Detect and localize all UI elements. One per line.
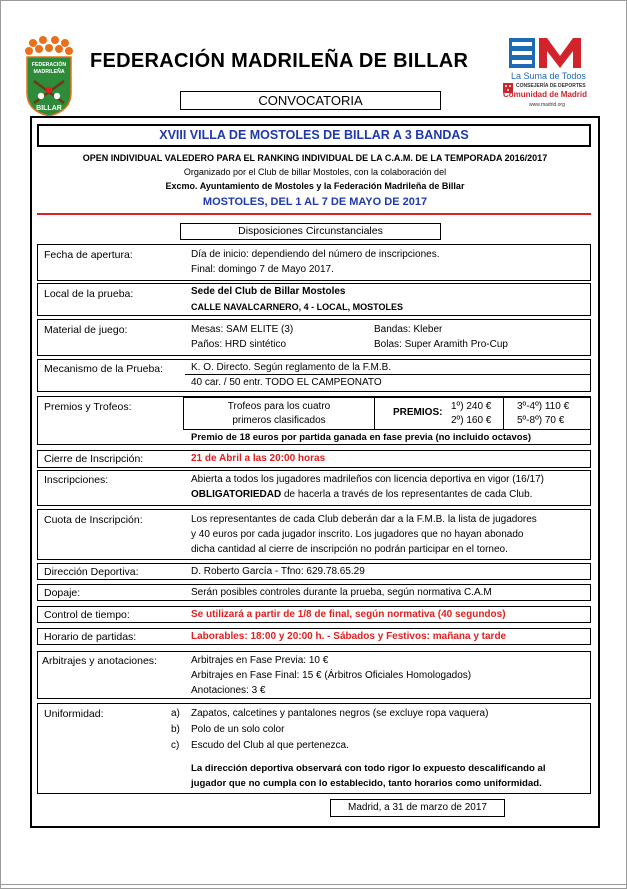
row-premios [37, 396, 591, 445]
red-divider [37, 213, 591, 215]
row-label: Dirección Deportiva: [44, 566, 139, 578]
fmb-logo-text-1: FEDERACIÓN [31, 62, 67, 68]
uniformidad-item-a: Zapatos, calcetines y pantalones negros (se excluye ropa vaquera) [191, 708, 489, 719]
row-value: dicha cantidad al cierre de inscripción no podrán participar en el torneo. [191, 544, 508, 555]
row-uniformidad [37, 703, 591, 794]
premio-3-4: 3º-4º) 110 € [517, 401, 570, 412]
row-mecanismo [37, 359, 591, 392]
material-mesas: Mesas: SAM ELITE (3) [191, 324, 294, 335]
obligatoriedad-text: OBLIGATORIEDAD [191, 489, 282, 500]
material-bandas: Bandas: Kleber [374, 324, 443, 335]
premios-divider [503, 398, 504, 429]
row-label: Dopaje: [44, 587, 81, 599]
premios-cell [374, 397, 591, 430]
row-cierre [37, 450, 591, 468]
fmb-logo-text-2: MADRILEÑA [33, 69, 65, 75]
row-label: Fecha de apertura: [44, 249, 133, 261]
row-value: y 40 euros por cada jugador inscrito. Los jugadores que no hayan abonado [191, 529, 524, 540]
uniformidad-mark-c: c) [171, 740, 180, 751]
row-label: Inscripciones: [44, 474, 109, 486]
row-horario [37, 628, 591, 645]
material-bolas: Bolas: Super Aramith Pro-Cup [374, 339, 508, 350]
convocatoria-box: CONVOCATORIA [180, 91, 441, 110]
row-arbitrajes [37, 651, 591, 699]
row-label: Material de juego: [44, 324, 128, 336]
row-value: Los representantes de cada Club deberán dar a la F.M.B. la lista de jugadores [191, 514, 537, 525]
row-value: 40 car. / 50 entr. TODO EL CAMPEONATO [191, 377, 382, 388]
uniformidad-note-1: La dirección deportiva observará con todo rigor lo expuesto descalificando al [191, 763, 546, 774]
premio-1: 1º) 240 € [451, 401, 492, 412]
row-value: Día de inicio: dependiendo del número de inscripciones. [191, 249, 440, 260]
fmb-logo [24, 35, 74, 117]
uniformidad-item-b: Polo de un solo color [191, 724, 285, 735]
cm-comunidad: Comunidad de Madrid [503, 90, 587, 99]
row-value: Anotaciones: 3 € [191, 685, 266, 696]
uniformidad-note-2: jugador que no cumpla con lo establecido, tanto horarios como uniformidad. [191, 778, 542, 789]
event-dates: MOSTOLES, DEL 1 AL 7 DE MAYO DE 2017 [202, 196, 428, 208]
row-cuota [37, 509, 591, 560]
row-label: Control de tiempo: [44, 609, 130, 621]
row-control-tiempo [37, 606, 591, 623]
footer-date: Madrid, a 31 de marzo de 2017 [330, 799, 505, 817]
premios-label: PREMIOS: [393, 407, 443, 418]
suma-logo-icon [509, 38, 583, 68]
trofeos-cell [183, 397, 375, 430]
row-value: D. Roberto García - Tfno: 629.78.65.29 [191, 566, 365, 577]
row-value: Arbitrajes en Fase Previa: 10 € [191, 655, 329, 666]
row-label: Premios y Trofeos: [44, 401, 132, 413]
row-value: 21 de Abril a las 20:00 horas [191, 453, 326, 464]
trofeos-line-1: Trofeos para los cuatro [227, 401, 331, 412]
organizer-line-1: Organizado por el Club de billar Mostoles, con la colaboración del [183, 167, 447, 177]
disposiciones-box: Disposiciones Circunstanciales [180, 223, 441, 240]
row-label: Local de la prueba: [44, 288, 134, 300]
uniformidad-mark-b: b) [171, 724, 180, 735]
uniformidad-mark-a: a) [171, 708, 180, 719]
row-value: Sede del Club de Billar Mostoles [191, 286, 346, 297]
cm-consejeria: CONSEJERÍA DE DEPORTES [516, 83, 586, 89]
consejeria-block [503, 82, 591, 112]
row-label: Arbitrajes y anotaciones: [42, 655, 157, 667]
row-local [37, 283, 591, 316]
row-fecha-apertura [37, 244, 591, 281]
comunidad-madrid-logo [503, 38, 591, 116]
row-value: K. O. Directo. Según reglamento de la F.M.B. [191, 362, 392, 373]
material-panos: Paños: HRD sintético [191, 339, 287, 350]
row-value: Se utilizará a partir de 1/8 de final, según normativa (40 segundos) [191, 609, 506, 620]
row-inscripciones [37, 470, 591, 506]
trofeos-line-2: primeros clasificados [232, 415, 326, 426]
uniformidad-item-c: Escudo del Club al que pertenezca. [191, 740, 349, 751]
premio-5-8: 5º-8º) 70 € [517, 415, 565, 426]
event-title: XVIII VILLA DE MOSTOLES DE BILLAR A 3 BANDAS [37, 124, 591, 147]
row-value: Abierta a todos los jugadores madrileños con licencia deportiva en vigor (16/17) [191, 474, 544, 485]
event-subtitle: OPEN INDIVIDUAL VALEDERO PARA EL RANKING INDIVIDUAL DE LA C.A.M. DE LA TEMPORADA 2016/2017 [82, 153, 548, 163]
cm-url: www.madrid.org [529, 102, 565, 108]
premio-2: 2º) 160 € [451, 415, 492, 426]
row-label: Mecanismo de la Prueba: [44, 363, 164, 375]
row-value: Laborables: 18:00 y 20:00 h. - Sábados y Festivos: mañana y tarde [191, 631, 507, 642]
organizer-line-2: Excmo. Ayuntamiento de Mostoles y la Federación Madrileña de Billar [165, 181, 465, 191]
row-value: Arbitrajes en Fase Final: 15 € (Árbitros Oficiales Homologados) [191, 670, 472, 681]
row-value: Serán posibles controles durante la prueba, según normativa C.A.M [191, 587, 492, 598]
row-direccion [37, 563, 591, 580]
row-label: Uniformidad: [44, 708, 104, 720]
row-value: CALLE NAVALCARNERO, 4 - LOCAL, MOSTOLES [191, 302, 404, 312]
mecanismo-divider [185, 374, 591, 375]
page-title: FEDERACIÓN MADRILEÑA DE BILLAR [90, 50, 469, 72]
row-dopaje [37, 584, 591, 601]
row-material [37, 319, 591, 356]
fmb-logo-text-3: BILLAR [36, 105, 62, 112]
row-label: Cuota de Inscripción: [44, 514, 143, 526]
row-label: Cierre de Inscripción: [44, 453, 144, 465]
page-bottom-rule [0, 884, 627, 885]
row-label: Horario de partidas: [44, 631, 137, 643]
premio-partida-note: Premio de 18 euros por partida ganada en fase previa (no incluido octavos) [191, 432, 531, 443]
cm-slogan: La Suma de Todos [511, 71, 586, 81]
row-value [191, 489, 532, 500]
inscripciones-rest: de hacerla a través de los representantes de cada Club. [281, 489, 533, 500]
row-value: Final: domingo 7 de Mayo 2017. [191, 264, 334, 275]
